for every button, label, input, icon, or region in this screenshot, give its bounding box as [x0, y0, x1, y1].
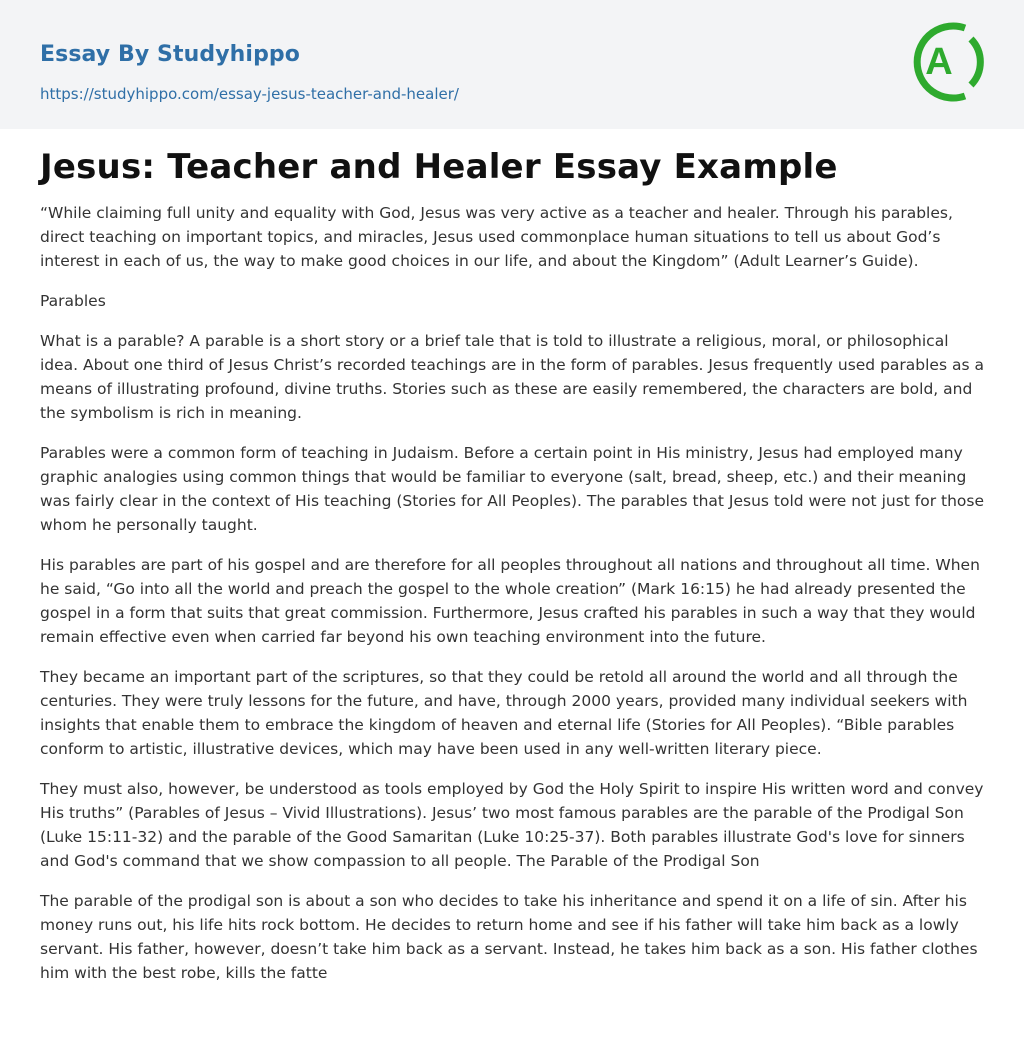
- article-title: Jesus: Teacher and Healer Essay Example: [40, 147, 838, 187]
- section-heading-parables: Parables: [40, 292, 106, 310]
- article: [40, 140, 986, 1001]
- site-header: [0, 0, 1024, 129]
- paragraph: They must also, however, be understood as tools employed by God the Holy Spirit to inspire His written word and convey His truths” (Parables of Jesus – Vivid Illustrations). Jesus’ two most famous parables are the parable of the Prodigal Son (Luke 15:11-32) and the parable of the Good Samaritan (Luke 10:25-37). Both parables illustrate God's love for sinners and God's command that we show compassion to all people. The Parable of the Prodigal Son: [40, 780, 984, 870]
- page-url-link[interactable]: https://studyhippo.com/essay-jesus-teacher-and-healer/: [40, 85, 459, 103]
- paragraph: What is a parable? A parable is a short story or a brief tale that is told to illustrate a religious, moral, or philosophical idea. About one third of Jesus Christ’s recorded teachings are in the form of parables. Jesus frequently used parables as a means of illustrating profound, divine truths. Stories such as these are easily remembered, the characters are bold, and the symbolism is rich in meaning.: [40, 332, 984, 422]
- site-brand[interactable]: Essay By Studyhippo: [40, 42, 300, 67]
- paragraph: They became an important part of the scriptures, so that they could be retold all around the world and all through the centuries. They were truly lessons for the future, and have, through 2000 years, provided many individual seekers with insights that enable them to embrace the kingdom of heaven and eternal life (Stories for All Peoples). “Bible parables conform to artistic, illustrative devices, which may have been used in any well-written literary piece.: [40, 668, 968, 758]
- paragraph: Parables were a common form of teaching in Judaism. Before a certain point in His ministry, Jesus had employed many graphic analogies using common things that would be familiar to everyone (salt, bread, sheep, etc.) and their meaning was fairly clear in the context of His teaching (Stories for All Peoples). The parables that Jesus told were not just for those whom he personally taught.: [40, 444, 985, 534]
- paragraph-truncated: The parable of the prodigal son is about a son who decides to take his inheritance and spend it on a life of sin. After his money runs out, his life hits rock bottom. He decides to return home and see if his father will take him back as a lowly servant. His father, however, doesn’t take him back as a servant. Instead, he takes him back as a son. His father clothes him with the best robe, kills the fatte: [40, 892, 978, 982]
- logo-letter: A: [925, 41, 953, 83]
- studyhippo-logo-icon[interactable]: [913, 19, 985, 105]
- paragraph-intro: “While claiming full unity and equality with God, Jesus was very active as a teacher and healer. Through his parables, direct teaching on important topics, and miracles, Jesus used commonplace human situations to tell us about God’s interest in each of us, the way to make good choices in our life, and about the Kingdom” (Adult Learner’s Guide).: [40, 204, 953, 270]
- paragraph: His parables are part of his gospel and are therefore for all peoples throughout all nations and throughout all time. When he said, “Go into all the world and preach the gospel to the whole creation” (Mark 16:15) he had already presented the gospel in a form that suits that great commission. Furthermore, Jesus crafted his parables in such a way that they would remain effective even when carried far beyond his own teaching environment into the future.: [40, 556, 980, 646]
